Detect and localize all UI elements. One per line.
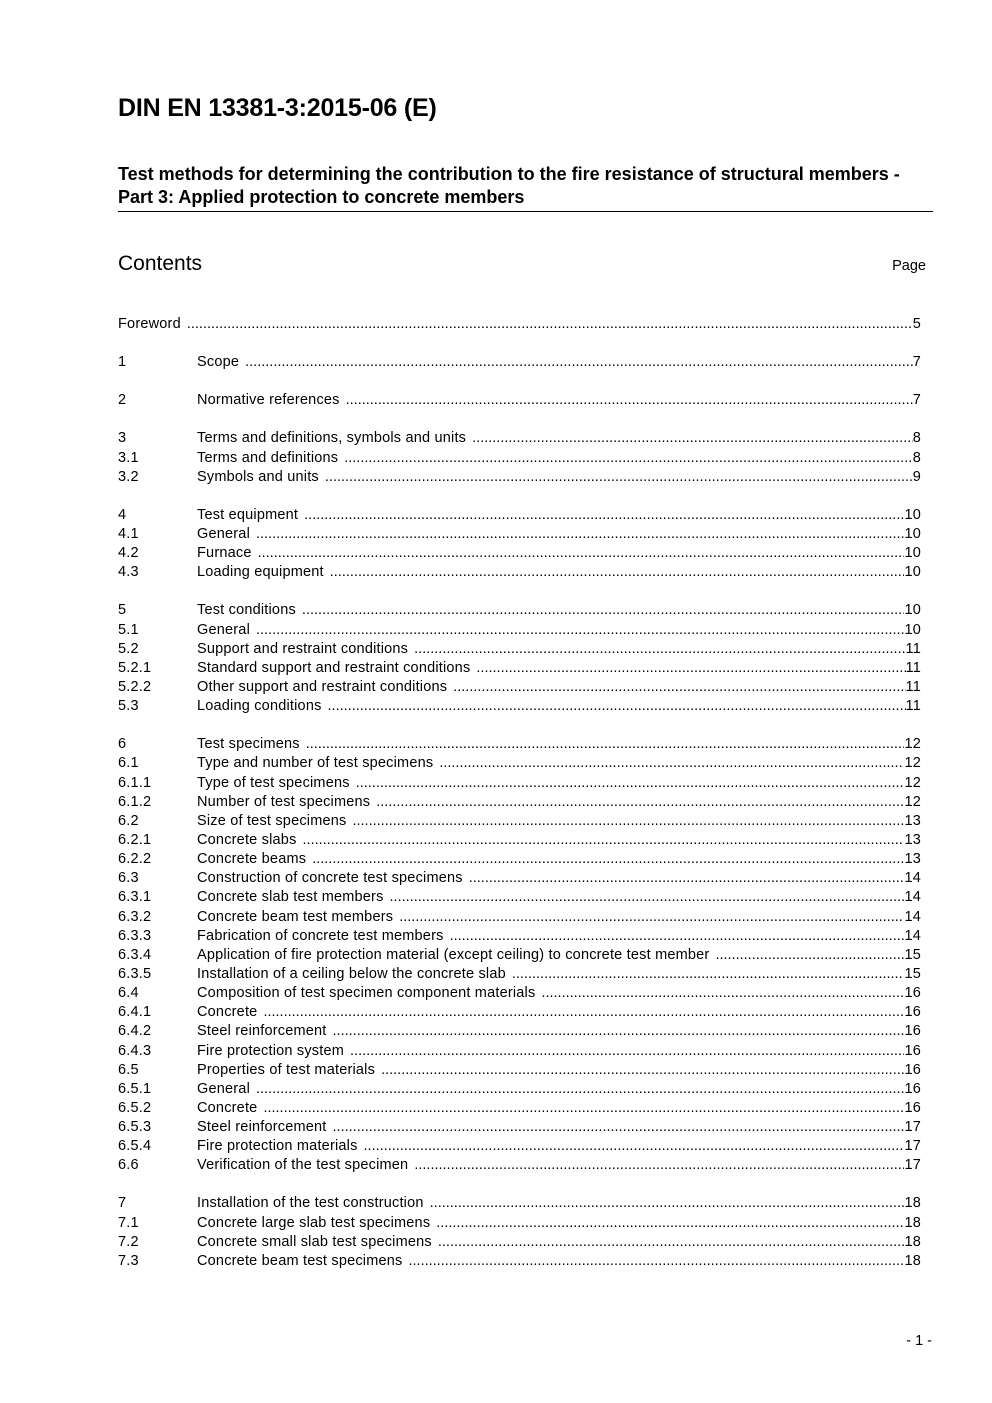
toc-dot-leader [439, 754, 904, 773]
toc-entry-number: 2 [118, 392, 127, 409]
toc-entry-title: General [197, 525, 250, 542]
toc-entry[interactable] [118, 888, 921, 907]
toc-entry-title: Loading conditions [197, 698, 322, 715]
toc-entry-title: Support and restraint conditions [197, 640, 409, 657]
toc-entry[interactable] [118, 1042, 921, 1061]
toc-entry[interactable] [118, 601, 921, 620]
toc-entry[interactable] [118, 353, 921, 372]
toc-dot-leader [414, 1156, 904, 1175]
toc-entry[interactable] [118, 468, 921, 487]
toc-entry-title: Furnace [197, 545, 252, 562]
toc-entry-title: Foreword [118, 316, 181, 332]
toc-dot-leader [399, 908, 904, 927]
toc-entry[interactable] [118, 1252, 921, 1271]
toc-entry[interactable] [118, 1233, 921, 1252]
toc-entry[interactable] [118, 544, 921, 563]
toc-dot-leader [390, 888, 905, 907]
toc-entry[interactable] [118, 1214, 921, 1233]
toc-entry-page: 8 [912, 449, 921, 466]
toc-entry-number: 6.5.1 [118, 1080, 152, 1097]
toc-entry-number: 6.2.1 [118, 831, 152, 848]
toc-dot-leader [306, 735, 905, 754]
toc-dot-leader [453, 678, 905, 697]
toc-entry[interactable] [118, 315, 921, 334]
toc-entry-number: 5.3 [118, 698, 139, 715]
toc-entry-title: Application of fire protection material (except ceiling) to concrete test member [197, 946, 710, 963]
toc-entry-page: 15 [904, 965, 921, 982]
toc-entry[interactable] [118, 525, 921, 544]
table-of-contents [118, 315, 921, 1271]
toc-entry-title: Concrete [197, 1004, 258, 1021]
toc-dot-leader [344, 449, 913, 468]
toc-entry-number: 6 [118, 736, 127, 753]
toc-entry-page: 12 [904, 736, 921, 753]
toc-entry-page: 13 [904, 812, 921, 829]
toc-entry-title: Terms and definitions [197, 449, 339, 466]
toc-dot-leader [350, 1042, 904, 1061]
toc-entry-title: Size of test specimens [197, 812, 347, 829]
toc-entry-title: Concrete slabs [197, 831, 297, 848]
toc-entry[interactable] [118, 1137, 921, 1156]
toc-entry[interactable] [118, 1003, 921, 1022]
toc-entry-title: Installation of the test construction [197, 1195, 424, 1212]
toc-entry-page: 10 [904, 564, 921, 581]
page-number: - 1 - [906, 1333, 932, 1349]
toc-entry-title: Verification of the test specimen [197, 1157, 409, 1174]
toc-entry-page: 16 [904, 1042, 921, 1059]
toc-entry[interactable] [118, 831, 921, 850]
toc-dot-leader [469, 869, 905, 888]
toc-entry-page: 14 [904, 889, 921, 906]
toc-entry-number: 7.2 [118, 1233, 139, 1250]
toc-entry-title: Concrete beam test members [197, 908, 394, 925]
toc-entry-number: 5.2.2 [118, 678, 152, 695]
toc-entry-page: 14 [904, 908, 921, 925]
toc-entry-number: 6.1 [118, 755, 139, 772]
toc-entry-page: 17 [904, 1138, 921, 1155]
toc-entry-title: Concrete [197, 1099, 258, 1116]
toc-entry-title: Concrete beam test specimens [197, 1252, 403, 1269]
toc-entry-page: 16 [904, 1061, 921, 1078]
toc-entry-number: 6.3.3 [118, 927, 152, 944]
toc-dot-leader [333, 1118, 905, 1137]
toc-entry-number: 3.1 [118, 449, 139, 466]
toc-entry-page: 11 [905, 698, 921, 715]
toc-entry-title: Other support and restraint conditions [197, 678, 448, 695]
toc-dot-leader [258, 544, 905, 563]
toc-entry-title: Concrete slab test members [197, 889, 384, 906]
toc-entry-number: 3 [118, 430, 127, 447]
toc-entry-number: 4 [118, 506, 127, 523]
toc-dot-leader [512, 965, 905, 984]
toc-entry[interactable] [118, 449, 921, 468]
toc-dot-leader [263, 1099, 904, 1118]
toc-dot-leader [256, 525, 904, 544]
toc-entry-page: 18 [904, 1233, 921, 1250]
toc-entry-page: 10 [904, 602, 921, 619]
toc-dot-leader [430, 1194, 905, 1213]
toc-entry-page: 17 [904, 1157, 921, 1174]
toc-entry-number: 6.3.2 [118, 908, 152, 925]
toc-entry[interactable] [118, 908, 921, 927]
toc-entry-title: Steel reinforcement [197, 1023, 327, 1040]
toc-entry-number: 4.2 [118, 545, 139, 562]
toc-entry-title: General [197, 1080, 250, 1097]
toc-dot-leader [325, 468, 913, 487]
toc-entry-title: Installation of a ceiling below the concrete slab [197, 965, 506, 982]
toc-entry[interactable] [118, 1080, 921, 1099]
toc-entry-number: 5.2 [118, 640, 139, 657]
toc-entry-title: Concrete small slab test specimens [197, 1233, 432, 1250]
toc-entry-number: 6.1.2 [118, 793, 152, 810]
toc-entry-title: Scope [197, 354, 240, 371]
toc-entry-page: 12 [904, 793, 921, 810]
toc-dot-leader [356, 774, 905, 793]
toc-dot-leader [333, 1022, 905, 1041]
toc-entry[interactable] [118, 697, 921, 716]
toc-entry-number: 5.1 [118, 621, 139, 638]
toc-entry-title: General [197, 621, 250, 638]
toc-entry[interactable] [118, 754, 921, 773]
document-id: DIN EN 13381-3:2015-06 (E) [118, 94, 437, 122]
toc-entry-page: 10 [904, 545, 921, 562]
toc-entry-page: 18 [904, 1214, 921, 1231]
toc-entry[interactable] [118, 1061, 921, 1080]
toc-entry-number: 6.5 [118, 1061, 139, 1078]
toc-entry[interactable] [118, 678, 921, 697]
toc-entry-title: Concrete beams [197, 851, 307, 868]
toc-entry[interactable] [118, 640, 921, 659]
toc-entry[interactable] [118, 1194, 921, 1213]
toc-entry-page: 13 [904, 851, 921, 868]
toc-entry-number: 5 [118, 602, 127, 619]
toc-entry[interactable] [118, 429, 921, 448]
toc-entry-title: Concrete large slab test specimens [197, 1214, 431, 1231]
toc-entry-number: 6.1.1 [118, 774, 152, 791]
toc-entry-number: 5.2.1 [118, 659, 152, 676]
toc-entry-title: Loading equipment [197, 564, 324, 581]
toc-entry[interactable] [118, 621, 921, 640]
toc-dot-leader [187, 315, 913, 334]
toc-entry-page: 16 [904, 1099, 921, 1116]
toc-dot-leader [352, 812, 904, 831]
toc-entry[interactable] [118, 965, 921, 984]
toc-entry-page: 18 [904, 1195, 921, 1212]
toc-entry-number: 6.4 [118, 985, 139, 1002]
toc-entry-title: Fire protection materials [197, 1138, 358, 1155]
toc-entry-number: 6.2.2 [118, 851, 152, 868]
toc-dot-leader [376, 793, 904, 812]
toc-dot-leader [330, 563, 905, 582]
toc-entry-number: 1 [118, 354, 127, 371]
toc-entry-page: 10 [904, 621, 921, 638]
toc-entry-number: 6.5.2 [118, 1099, 152, 1116]
toc-entry-number: 6.5.4 [118, 1138, 152, 1155]
toc-entry-page: 14 [904, 927, 921, 944]
toc-entry-page: 17 [904, 1119, 921, 1136]
document-title: Test methods for determining the contribution to the fire resistance of structural members - Part 3: Applied protection to concrete members [118, 163, 933, 212]
toc-entry-number: 7.3 [118, 1252, 139, 1269]
toc-entry[interactable] [118, 812, 921, 831]
toc-entry-number: 4.3 [118, 564, 139, 581]
toc-dot-leader [346, 391, 913, 410]
toc-entry-number: 4.1 [118, 525, 139, 542]
toc-dot-leader [364, 1137, 905, 1156]
toc-entry[interactable] [118, 391, 921, 410]
toc-entry-page: 11 [905, 678, 921, 695]
toc-entry-page: 7 [912, 354, 921, 371]
toc-dot-leader [715, 946, 904, 965]
toc-dot-leader [438, 1233, 905, 1252]
toc-entry-page: 16 [904, 1023, 921, 1040]
toc-entry-title: Construction of concrete test specimens [197, 870, 463, 887]
toc-entry-title: Composition of test specimen component materials [197, 985, 536, 1002]
toc-entry-page: 11 [905, 659, 921, 676]
toc-entry-title: Properties of test materials [197, 1061, 376, 1078]
toc-entry[interactable] [118, 1022, 921, 1041]
toc-dot-leader [436, 1214, 904, 1233]
toc-entry[interactable] [118, 850, 921, 869]
toc-dot-leader [450, 927, 905, 946]
toc-entry-page: 11 [905, 640, 921, 657]
toc-entry[interactable] [118, 563, 921, 582]
toc-entry-title: Standard support and restraint conditions [197, 659, 471, 676]
toc-entry-title: Fire protection system [197, 1042, 345, 1059]
toc-entry[interactable] [118, 1099, 921, 1118]
toc-dot-leader [476, 659, 905, 678]
toc-dot-leader [414, 640, 905, 659]
toc-entry[interactable] [118, 735, 921, 754]
toc-entry-page: 13 [904, 831, 921, 848]
toc-entry-page: 10 [904, 506, 921, 523]
toc-entry[interactable] [118, 946, 921, 965]
toc-entry[interactable] [118, 659, 921, 678]
toc-dot-leader [304, 506, 904, 525]
toc-entry-page: 16 [904, 1080, 921, 1097]
toc-entry[interactable] [118, 1118, 921, 1137]
toc-entry-page: 18 [904, 1252, 921, 1269]
toc-entry-title: Test conditions [197, 602, 296, 619]
toc-entry-page: 14 [904, 870, 921, 887]
toc-dot-leader [312, 850, 904, 869]
toc-entry-number: 3.2 [118, 468, 139, 485]
toc-entry-page: 9 [912, 468, 921, 485]
toc-entry-page: 16 [904, 1004, 921, 1021]
toc-entry-page: 5 [912, 316, 921, 332]
toc-entry-page: 12 [904, 755, 921, 772]
toc-entry-number: 6.4.2 [118, 1023, 152, 1040]
toc-entry-title: Number of test specimens [197, 793, 371, 810]
toc-entry-title: Normative references [197, 392, 340, 409]
toc-dot-leader [302, 601, 905, 620]
toc-entry-title: Test equipment [197, 506, 299, 523]
toc-entry-title: Steel reinforcement [197, 1119, 327, 1136]
toc-entry-number: 6.4.1 [118, 1004, 152, 1021]
toc-entry-title: Terms and definitions, symbols and units [197, 430, 467, 447]
toc-entry[interactable] [118, 774, 921, 793]
toc-entry-title: Type and number of test specimens [197, 755, 434, 772]
toc-entry-number: 6.3.1 [118, 889, 152, 906]
toc-entry[interactable] [118, 793, 921, 812]
toc-entry-number: 6.3.5 [118, 965, 152, 982]
toc-entry-title: Test specimens [197, 736, 300, 753]
toc-entry-number: 6.4.3 [118, 1042, 152, 1059]
toc-entry-page: 10 [904, 525, 921, 542]
toc-entry-page: 16 [904, 985, 921, 1002]
contents-heading: Contents [118, 252, 203, 275]
toc-dot-leader [381, 1061, 904, 1080]
toc-dot-leader [245, 353, 913, 372]
toc-dot-leader [472, 429, 913, 448]
toc-dot-leader [541, 984, 904, 1003]
toc-entry-title: Type of test specimens [197, 774, 350, 791]
toc-entry-number: 7.1 [118, 1214, 139, 1231]
toc-entry-number: 6.6 [118, 1157, 139, 1174]
toc-dot-leader [256, 1080, 904, 1099]
toc-entry-number: 6.3 [118, 870, 139, 887]
toc-entry[interactable] [118, 506, 921, 525]
toc-entry-number: 7 [118, 1195, 127, 1212]
toc-dot-leader [303, 831, 905, 850]
toc-dot-leader [256, 621, 904, 640]
toc-entry-number: 6.3.4 [118, 946, 152, 963]
toc-entry[interactable] [118, 1156, 921, 1175]
toc-entry[interactable] [118, 869, 921, 888]
toc-dot-leader [328, 697, 906, 716]
toc-entry-title: Fabrication of concrete test members [197, 927, 444, 944]
toc-dot-leader [263, 1003, 904, 1022]
toc-entry[interactable] [118, 927, 921, 946]
toc-entry-page: 8 [912, 430, 921, 447]
toc-entry-page: 7 [912, 392, 921, 409]
toc-entry[interactable] [118, 984, 921, 1003]
toc-entry-number: 6.5.3 [118, 1119, 152, 1136]
toc-entry-number: 6.2 [118, 812, 139, 829]
toc-entry-page: 15 [904, 946, 921, 963]
toc-entry-page: 12 [904, 774, 921, 791]
toc-entry-title: Symbols and units [197, 468, 319, 485]
toc-dot-leader [408, 1252, 904, 1271]
page-column-label: Page [892, 258, 926, 274]
